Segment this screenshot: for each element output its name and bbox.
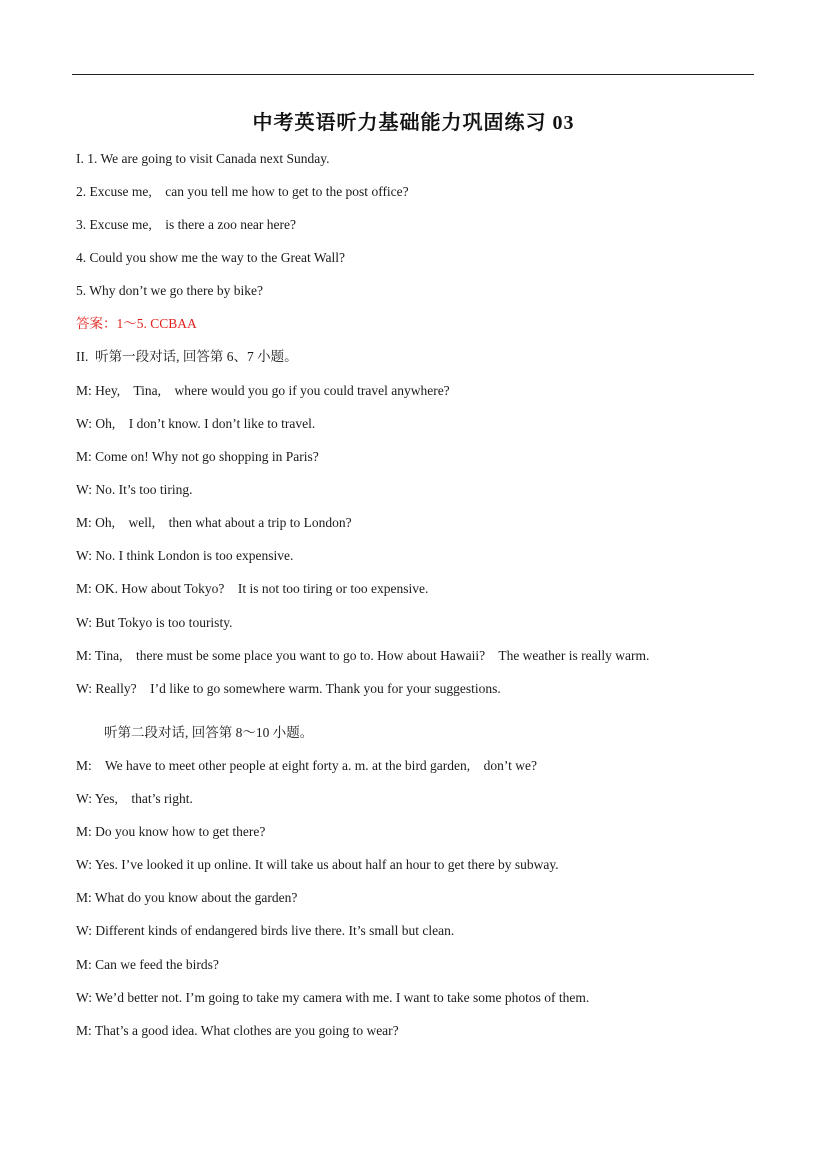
dialogue-line: W: No. It’s too tiring. — [76, 482, 193, 497]
question-line-3: 3. Excuse me, is there a zoo near here? — [76, 217, 297, 232]
dialogue-line: M: Come on! Why not go shopping in Paris? — [76, 449, 319, 464]
dialogue-line: M: Do you know how to get there? — [76, 824, 266, 839]
dialogue-line: M: We have to meet other people at eight forty a. m. at the bird garden, don’t we? — [76, 758, 538, 773]
dialogue-line: W: Yes, that’s right. — [76, 791, 193, 806]
dialogue-line: W: Oh, I don’t know. I don’t like to travel. — [76, 416, 316, 431]
dialogue-line: W: But Tokyo is too touristy. — [76, 615, 233, 630]
dialogue-line: W: Really? I’d like to go somewhere warm. Thank you for your suggestions. — [76, 681, 501, 696]
answer-line: 答案：1～5. CCBAA — [76, 316, 197, 331]
page-title: 中考英语听力基础能力巩固练习 03 — [252, 112, 575, 134]
question-line-5: 5. Why don’t we go there by bike? — [76, 283, 263, 298]
dialogue-line: M: Can we feed the birds? — [76, 957, 219, 972]
dialogue-line: W: Different kinds of endangered birds live there. It’s small but clean. — [76, 923, 455, 938]
dialogue-line: M: Tina, there must be some place you want to go to. How about Hawaii? The weather is really warm. — [76, 648, 650, 663]
question-line-2: 2. Excuse me, can you tell me how to get to the post office? — [76, 184, 409, 199]
question-line-1: I. 1. We are going to visit Canada next Sunday. — [76, 151, 330, 166]
second-dialogue-heading: 听第二段对话, 回答第 8～10 小题。 — [104, 725, 314, 740]
dialogue-line: W: No. I think London is too expensive. — [76, 548, 294, 563]
dialogue-line: M: Hey, Tina, where would you go if you could travel anywhere? — [76, 383, 450, 398]
dialogue-line: M: That’s a good idea. What clothes are you going to wear? — [76, 1023, 399, 1038]
dialogue-line: M: Oh, well, then what about a trip to London? — [76, 515, 352, 530]
question-line-4: 4. Could you show me the way to the Great Wall? — [76, 250, 345, 265]
dialogue-line: W: We’d better not. I’m going to take my camera with me. I want to take some photos of them. — [76, 990, 590, 1005]
dialogue-line: W: Yes. I’ve looked it up online. It will take us about half an hour to get there by subway. — [76, 857, 559, 872]
dialogue-line: M: OK. How about Tokyo? It is not too tiring or too expensive. — [76, 581, 429, 596]
section-ii-heading: II. 听第一段对话, 回答第 6、7 小题。 — [76, 349, 298, 364]
dialogue-line: M: What do you know about the garden? — [76, 890, 298, 905]
